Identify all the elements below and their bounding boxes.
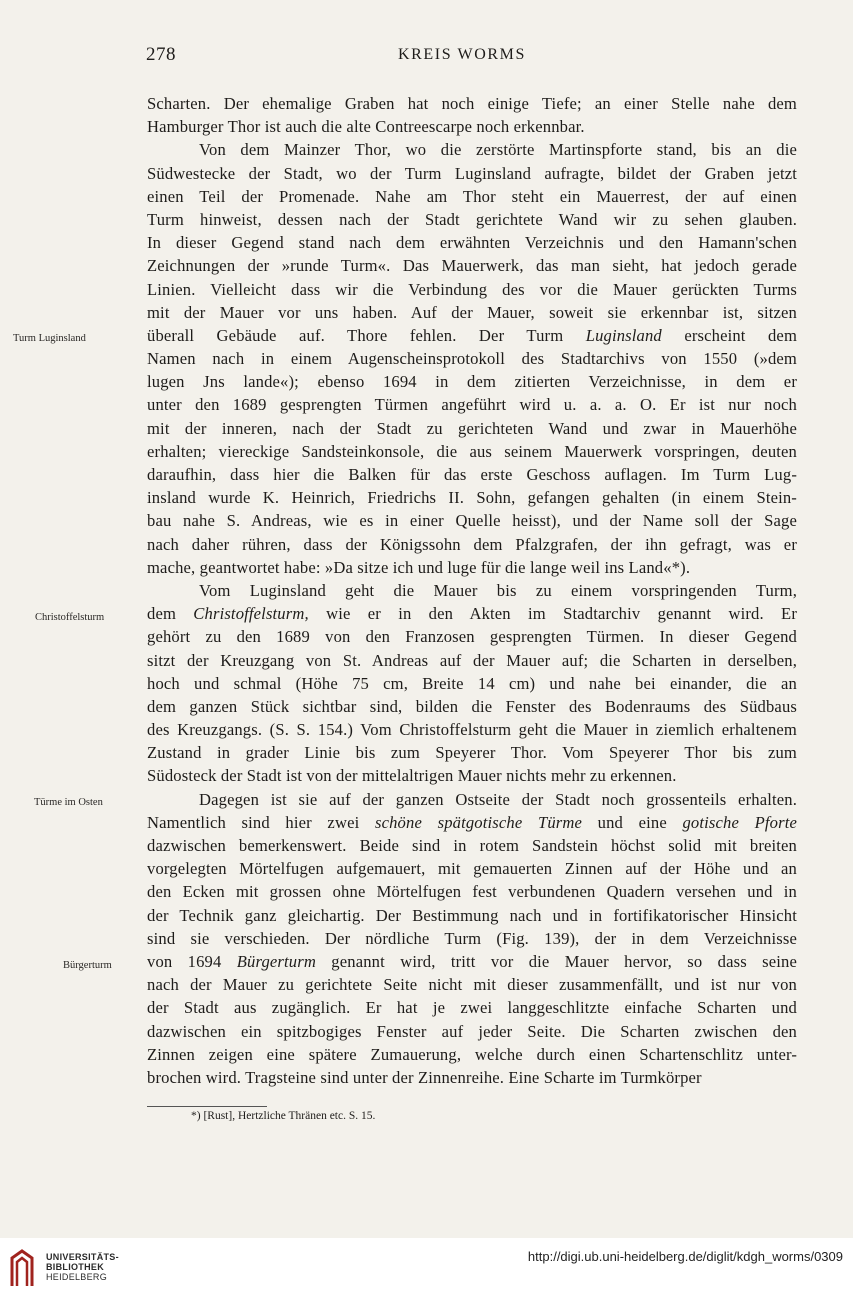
text-line: daraufhin, dass hier die Balken für das erste Geschoss auflagen. Im Turm Lug-: [147, 465, 797, 484]
text-segment: genannt wird, tritt vor die Mauer hervor, so dass seine: [316, 951, 797, 971]
text-line: Linien. Vielleicht dass wir die Verbindung des vor die Mauer gerückten Turms: [147, 279, 797, 299]
source-url-link[interactable]: http://digi.ub.uni-heidelberg.de/diglit/kdgh_worms/0309: [527, 1249, 843, 1264]
text-line: gehört zu den 1689 von den Franzosen gesprengten Türmen. In dieser Gegend: [147, 627, 797, 647]
footnote: *) [Rust], Hertzliche Thränen etc. S. 15.: [191, 1110, 376, 1122]
page-number: 278: [146, 44, 176, 65]
footnote-divider: [147, 1106, 267, 1107]
text-line: [147, 950, 797, 973]
text-line: sitzt der Kreuzgang von St. Andreas auf der Mauer auf; die Scharten in derselben,: [147, 650, 797, 670]
margin-note-buergerturm: Bürgerturm: [63, 960, 112, 971]
text-segment: von 1694: [147, 951, 237, 971]
emphasis-buergerturm: Bürgerturm: [236, 951, 316, 971]
library-name-line2: BIBLIOTHEK: [46, 1262, 104, 1272]
library-name-line3: HEIDELBERG: [46, 1272, 108, 1282]
text-segment: und eine: [582, 812, 683, 832]
text-line: nach der Mauer zu gerichtete Seite nicht mit dieser zusammenfällt, und ist nur von: [147, 975, 797, 995]
margin-note-christoffelsturm: Christoffelsturm: [35, 612, 105, 623]
text-line: Zeichnungen der »runde Turm«. Das Mauerwerk, das man sieht, hat jedoch gerade: [147, 256, 797, 276]
library-name: [46, 1252, 119, 1282]
text-line: Dagegen ist sie auf der ganzen Ostseite der Stadt noch grossenteils erhalten.: [199, 789, 797, 809]
text-line: unter den 1689 gesprengten Türmen angeführt wird u. a. a. O. Er ist nur noch: [147, 395, 797, 415]
text-line: nach daher rühren, dass der Königssohn dem Pfalzgrafen, der ihn gefragt, was er: [147, 534, 797, 554]
text-line: [147, 811, 797, 834]
text-line: den Ecken mit grossen ohne Mörtelfugen fest verbundenen Quadern versehen und in: [147, 882, 797, 902]
text-line: Namen nach in einem Augenscheinsprotokoll des Stadtarchivs von 1550 (»dem: [147, 349, 797, 369]
text-line: Zinnen zeigen eine spätere Zumauerung, welche durch einen Schartenschlitz unter-: [147, 1044, 797, 1064]
text-line: insland wurde K. Heinrich, Friedrichs II. Sohn, gefangen gehalten (in einem Stein-: [147, 488, 797, 508]
text-line: Hamburger Thor ist auch die alte Contreescarpe noch erkennbar.: [147, 117, 585, 137]
library-footer: [0, 1238, 853, 1298]
text-line: der Stadt aus zugänglich. Er hat je zwei langgeschlitzte einfache Scharten und: [147, 998, 797, 1018]
text-line: lugen Jns lande«); ebenso 1694 in dem zitierten Verzeichnisse, in dem er: [147, 372, 797, 392]
text-line: vorgelegten Mörtelfugen aufgemauert, mit gemauerten Zinnen auf der Höhe und an: [147, 859, 797, 879]
text-line: In dieser Gegend stand nach dem erwähnten Verzeichnis und den Hamann'schen: [147, 233, 797, 253]
text-line: [147, 324, 797, 347]
text-segment: dem: [147, 604, 194, 624]
emphasis-christoffelsturm: Christoffelsturm,: [193, 604, 309, 624]
text-segment: überall Gebäude auf. Thore fehlen. Der Turm: [147, 325, 586, 345]
emphasis-luginsland: Luginsland: [585, 325, 662, 345]
emphasis-gotische-pforte: gotische Pforte: [682, 812, 797, 832]
text-segment: wie er in den Akten im Stadtarchiv genannt wird. Er: [308, 604, 797, 624]
text-line: dem ganzen Stück sichtbar sind, bilden die Fenster des Bodenraums des Südbaus: [147, 696, 797, 716]
library-name-line1: UNIVERSITÄTS-: [46, 1252, 119, 1262]
text-line: Von dem Mainzer Thor, wo die zerstörte Martinspforte stand, bis an die: [199, 140, 797, 160]
text-segment: erscheint dem: [661, 325, 797, 345]
margin-note-luginsland: Turm Luginsland: [13, 333, 86, 344]
text-line: bau nahe S. Andreas, wie es in einer Quelle heisst), und der Name soll der Sage: [147, 511, 797, 531]
page-header: [0, 44, 853, 70]
text-line: mit der Mauer vor uns haben. Auf der Mauer, soweit sie erkennbar ist, sitzen: [147, 302, 797, 322]
text-line: Scharten. Der ehemalige Graben hat noch einige Tiefe; an einer Stelle nahe dem: [147, 94, 797, 113]
text-segment: Namentlich sind hier zwei: [147, 812, 375, 832]
library-logo-icon: [8, 1248, 36, 1290]
text-line: des Kreuzgangs. (S. S. 154.) Vom Christoffelsturm geht die Mauer in ziemlich erhaltenem: [147, 720, 797, 740]
text-line: erhalten; viereckige Sandsteinkonsole, die aus seinem Mauerwerk vorspringen, deuten: [147, 441, 797, 461]
text-line: dazwischen bemerkenswert. Beide sind in rotem Sandstein höchst solid mit breiten: [147, 836, 797, 855]
text-line: dazwischen ein spitzbogiges Fenster auf jeder Seite. Die Scharten zwischen den: [147, 1021, 797, 1041]
text-line: Vom Luginsland geht die Mauer bis zu einem vorspringenden Turm,: [199, 580, 797, 600]
text-line: mit der inneren, nach der Stadt zu gerichteten Wand und zwar in Mauerhöhe: [147, 418, 797, 438]
margin-note-tuerme-osten: Türme im Osten: [34, 797, 103, 808]
text-line: Südwestecke der Stadt, wo der Turm Luginsland aufragte, bildet der Graben jetzt: [147, 163, 797, 183]
text-line: der Technik ganz gleichartig. Der Bestimmung nach und in fortifikatorischer Hinsicht: [147, 905, 797, 925]
running-title: KREIS WORMS: [398, 46, 526, 63]
body-text: [147, 92, 797, 1089]
text-line: einen Teil der Promenade. Nahe am Thor steht ein Mauerrest, der auf einen: [147, 186, 797, 206]
emphasis-spaetgotische-tuerme: schöne spätgotische Türme: [374, 812, 583, 832]
text-line: brochen wird. Tragsteine sind unter der Zinnenreihe. Eine Scharte im Turmkörper: [147, 1067, 702, 1087]
text-line: sind sie verschieden. Der nördliche Turm (Fig. 139), der in dem Verzeichnisse: [147, 928, 797, 948]
text-line: mache, geantwortet habe: »Da sitze ich und luge für die lange weil ins Land«*).: [147, 557, 691, 577]
text-line: Zustand in grader Linie bis zum Speyerer Thor. Vom Speyerer Thor bis zum: [147, 743, 797, 763]
text-line: Turm hinweist, dessen nach der Stadt gerichtete Wand wir zu sehen glauben.: [147, 209, 797, 229]
text-line: hoch und schmal (Höhe 75 cm, Breite 14 cm) und nahe bei einander, die an: [147, 673, 797, 693]
text-line: Südosteck der Stadt ist von der mittelaltrigen Mauer nichts mehr zu erkennen.: [147, 766, 677, 786]
text-line: [147, 602, 797, 625]
